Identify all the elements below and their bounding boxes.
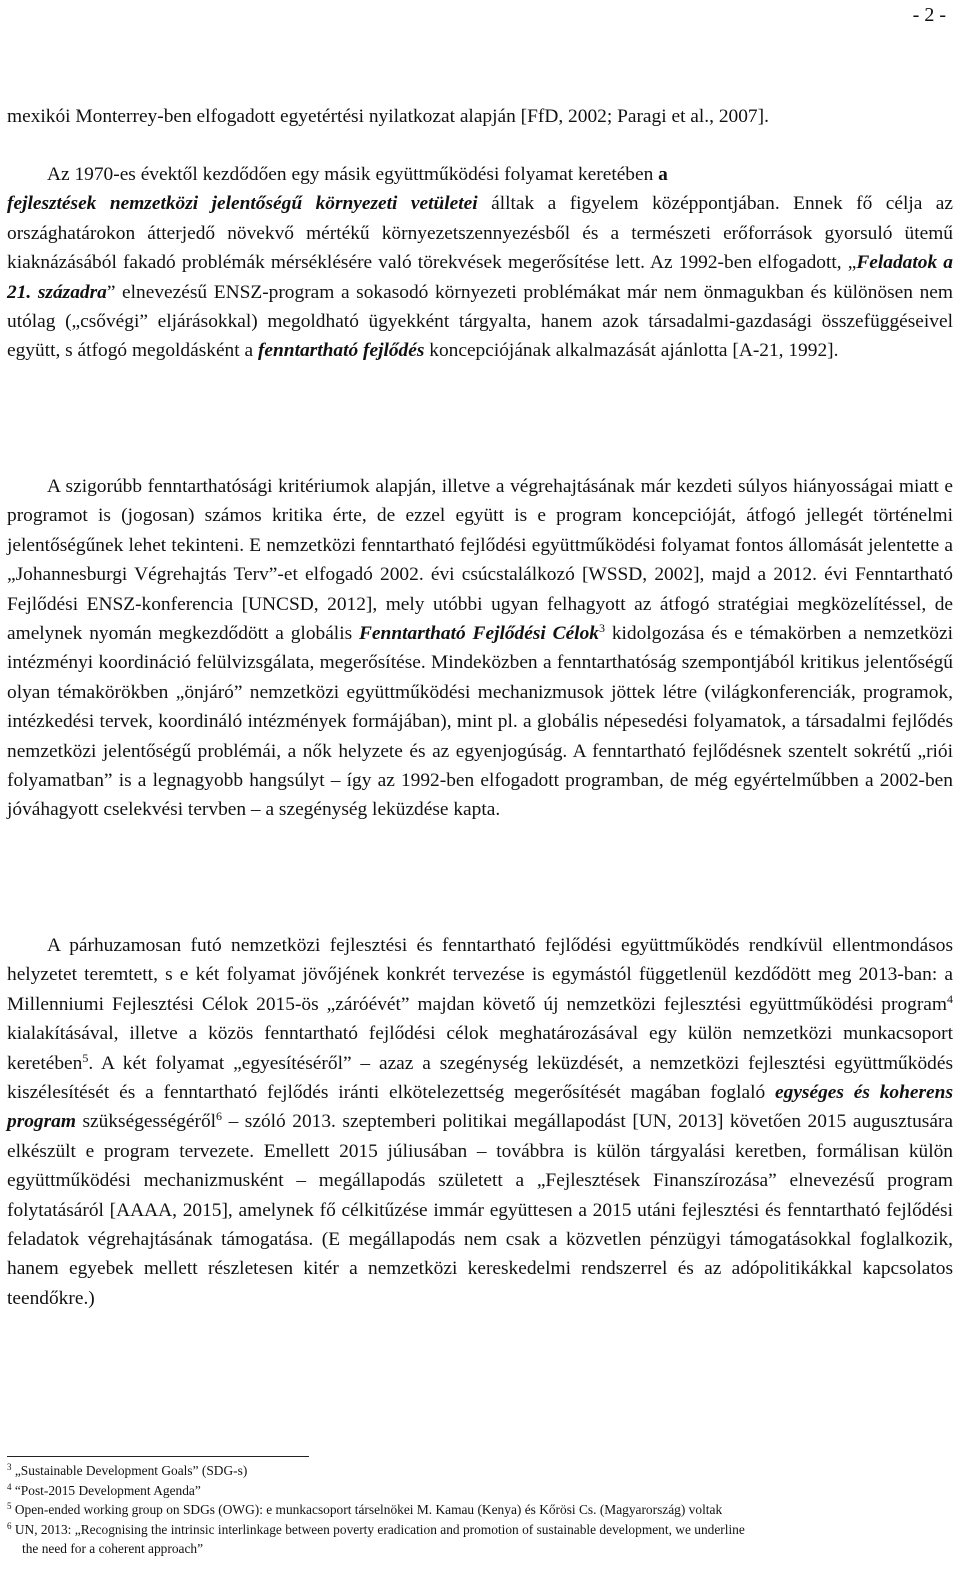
footnote-6-continuation: the need for a coherent approach” [22,1541,204,1557]
p2-emphasis-environment: fejlesztések nemzetközi jelentőségű környezeti vetületei [7,193,478,215]
footnote-ref-5[interactable]: 5 [82,1050,89,1065]
paragraph-1-text: mexikói Monterrey-ben elfogadott egyetértési nyilatkozat alapján [FfD, 2002; Paragi et al., 2007]. [7,106,769,127]
footnote-6-text: UN, 2013: „Recognising the intrinsic interlinkage between poverty eradication and promotion of sustainable development, we underline [14,1521,745,1537]
p4-text-c: kialakításával, illetve a közös fenntartható fejlődési célok meghatározásával egy külön nemzetközi munkacsoport keretében [7,1023,953,1074]
paragraph-1 [7,102,953,131]
p2-text-d: álltak a figyelem középpontjában. Ennek fő célja az országhatárokon átterjedő növekvő mértékű környezetszennyezésből és a természeti erőforrások gyorsuló ütemű kiaknázásából fakadó problémák mérséklésére való törekvések megerősítése lett. Az 1992-ben elfogadott, „ [7,193,954,274]
footnotes [7,1456,953,1559]
footnote-5 [7,1500,953,1520]
p4-text-e: . A két folyamat „egyesítéséről” – azaz a szegénység leküzdését, a nemzetközi fejlesztési együttműködés kiszélesítését és a fenntartható fejlődés iránti elkötelezettség megerősítését magában foglaló [7,1052,953,1104]
footnote-3 [7,1461,953,1481]
paragraph-4 [7,931,953,1313]
p2-emphasis-sustainable-development: fenntartható fejlődés [257,340,425,362]
footnote-separator [7,1456,309,1457]
p4-text-i: – szóló 2013. szeptemberi politikai megállapodást [UN, 2013] követően 2015 augusztusára elkészült e program tervezete. Emellett 2015 júliusában – továbbra is külön tárgyalási keretben, formálisan külön együttműködési mechanizmusként – megállapodás született a „Fejlesztések Finanszírozása” elnevezésű program folytatásáról [AAAA, 2015], amelynek fő célkitűzése immár együttesen a 2015 utáni fejlesztési és fenntartható fejlődési feladatok végrehajtásának támogatása. (E megállapodás nem csak a közvetlen pénzügyi támogatásokkal foglalkozik, hanem egyebek mellett részletesen kitér a nemzetközi kereskedelmi rendszerrel és az adópolitikákkal kapcsolatos teendőkre.) [7,1111,954,1309]
footnote-ref-6[interactable]: 6 [216,1109,223,1124]
footnote-6-number: 6 [7,1520,12,1531]
p4-text-a: A párhuzamosan futó nemzetközi fejlesztési és fenntartható fejlődési együttműködés rendkívül ellentmondásos helyzetet teremtett, s e két folyamat jövőjének konkrét tervezése is egymástól függetlenül kezdődött meg 2013-ban: a Millenniumi Fejlesztési Célok 2015-ös „záróévét” majdan követő új nemzetközi fejlesztési együttműködési program [7,935,953,1015]
paragraph-3 [7,472,953,825]
p4-emphasis-coherent-program: egységes és koherens program [7,1082,953,1133]
footnote-3-text: „Sustainable Development Goals” (SDG-s) [14,1463,248,1478]
footnote-5-text: Open-ended working group on SDGs (OWG): e munkacsoport társelnökei M. Kamau (Kenya) és Kőrösi Cs. (Magyarország) voltak [14,1502,723,1518]
p4-text-g: szükségességéről [75,1111,217,1133]
footnote-ref-3[interactable]: 3 [598,621,605,636]
p2-bold-a: a [658,164,668,185]
footnote-3-number: 3 [7,1462,12,1472]
paragraph-2 [7,160,953,366]
footnote-4-number: 4 [7,1481,12,1492]
footnote-5-number: 5 [7,1501,12,1512]
page-number: - 2 - [912,4,946,26]
footnote-6 [7,1520,953,1540]
p2-emphasis-agenda21: Feladatok a 21. századra [7,252,953,303]
p3-text-d: kidolgozása és e témakörben a nemzetközi intézményi koordináció felülvizsgálata, megerősítése. Mindeközben a fenntarthatóság szempontjából kritikus jelentőségű olyan témakörökben „önjáró” nemzetközi együttműködési mechanizmusok jöttek létre (világkonferenciák, programok, intézkedési tervek, koordináló intézmények formájában), mint pl. a globális népesedési folyamatok, a társadalmi fejlődés nemzetközi jelentőségű problémái, a nők helyzete és az egyenjogúság. A fenntartható fejlődésnek szentelt sokrétű „riói folyamatban” is a legnagyobb hangsúlyt – így az 1992-ben elfogadott programban, de még egyértelműbben a 2002-ben jóváhagyott cselekvési tervben – a szegénység leküzdése kapta. [7,623,953,821]
p2-text-a: Az 1970-es évektől kezdődően egy másik együttműködési folyamat keretében [47,164,659,185]
footnote-4 [7,1481,953,1501]
p2-text-h: koncepciójának alkalmazását ajánlotta [A-21, 1992]. [424,340,839,362]
p2-text-f: ” elnevezésű ENSZ-program a sokasodó környezeti problémákat már nem önmagukban és különösen nem utólag („csővégi” eljárásokkal) megoldható ügyekként tárgyalta, hanem azok társadalmi-gazdasági összefüggéseivel együtt, s átfogó megoldásként a [7,281,953,362]
p3-emphasis-sdg: Fenntartható Fejlődési Célok [359,623,599,645]
footnote-ref-4[interactable]: 4 [947,991,953,1006]
p3-text-a: A szigorúbb fenntarthatósági kritériumok alapján, illetve a végrehajtásának már kezdeti súlyos hiányosságai miatt e programot is (jogosan) számos kritika érte, de ezzel együtt is e program koncepcióját, átfogó jellegét történelmi jelentőségűnek lehet tekinteni. E nemzetközi fenntartható fejlődési együttműködési folyamat fontos állomását jelentette a „Johannesburgi Végrehajtás Terv”-et elfogadó 2002. évi csúcstalálkozó [WSSD, 2002], majd a 2012. évi Fenntartható Fejlődési ENSZ-konferencia [UNCSD, 2012], mely utóbbi ugyan felhagyott az átfogó stratégiai megközelítéssel, de amelynek nyomán megkezdődött a globális [7,476,953,645]
footnote-4-text: “Post-2015 Development Agenda” [14,1482,201,1498]
